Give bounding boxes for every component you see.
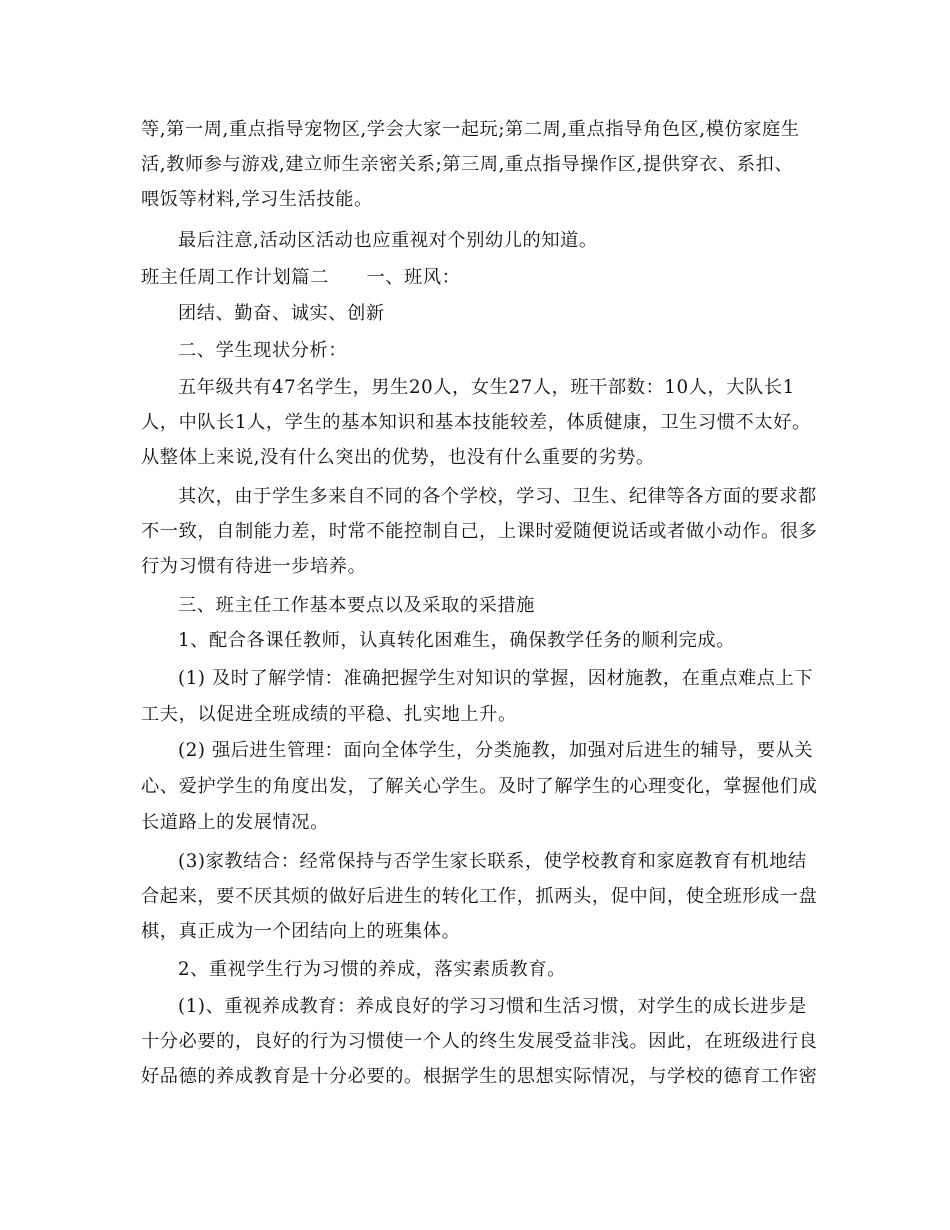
paragraph-line: 等,第一周,重点指导宠物区,学会大家一起玩;第二周,重点指导角色区,模仿家庭生: [141, 119, 800, 140]
paragraph-line: 其次，由于学生多来自不同的各个学校，学习、卫生、纪律等各方面的要求都: [178, 486, 817, 507]
paragraph-line: 棋，真正成为一个团结向上的班集体。: [141, 921, 461, 942]
paragraph-line: 心、爱护学生的角度出发，了解关心学生。及时了解学生的心理变化，掌握他们成: [141, 776, 818, 797]
paragraph-line: 2、重视学生行为习惯的养成，落实素质教育。: [178, 959, 566, 980]
paragraph-line: 工夫，以促进全班成绩的平稳、扎实地上升。: [141, 704, 517, 725]
paragraph-line: 合起来，要不厌其烦的做好后进生的转化工作，抓两头，促中间，使全班形成一盘: [141, 886, 818, 907]
section-heading: 班主任周工作计划篇二 一、班风：: [141, 267, 461, 288]
paragraph-line: 长道路上的发展情况。: [141, 812, 329, 833]
paragraph-line: (3)家教结合：经常保持与否学生家长联系，使学校教育和家庭教育有机地结: [178, 851, 807, 872]
paragraph-line: 不一致，自制能力差，时常不能控制自己，上课时爱随便说话或者做小动作。很多: [141, 521, 818, 542]
paragraph-line: (2) 强后进生管理：面向全体学生，分类施教，加强对后进生的辅导，要从关: [178, 740, 814, 761]
paragraph-line: 1、配合各课任教师，认真转化困难生，确保教学任务的顺利完成。: [178, 630, 736, 651]
paragraph-line: (1) 及时了解学情：准确把握学生对知识的掌握，因材施教，在重点难点上下: [178, 668, 814, 689]
paragraph-line: 团结、勤奋、诚实、创新: [178, 303, 385, 324]
paragraph-line: 行为习惯有待进一步培养。: [141, 556, 367, 577]
paragraph-line: 人，中队长1人，学生的基本知识和基本技能较差，体质健康，卫生习惯不太好。: [141, 412, 811, 433]
paragraph-line: 好品德的养成教育是十分必要的。根据学生的思想实际情况，与学校的德育工作密: [141, 1066, 818, 1087]
paragraph-line: 最后注意,活动区活动也应重视对个别幼儿的知道。: [178, 230, 598, 251]
paragraph-line: 从整体上来说,没有什么突出的优势，也没有什么重要的劣势。: [141, 447, 655, 468]
paragraph-line: 喂饭等材料,学习生活技能。: [141, 189, 373, 210]
paragraph-line: (1)、重视养成教育：养成良好的学习习惯和生活习惯，对学生的成长进步是: [178, 996, 807, 1017]
paragraph-line: 五年级共有47名学生，男生20人，女生27人，班干部数：10人，大队长1: [178, 377, 795, 398]
paragraph-line: 活,教师参与游戏,建立师生亲密关系;第三周,重点指导操作区,提供穿衣、系扣、: [141, 154, 794, 175]
section-heading: 三、班主任工作基本要点以及采取的采措施: [178, 595, 535, 616]
section-heading: 二、学生现状分析：: [178, 340, 348, 361]
paragraph-line: 十分必要的，良好的行为习惯使一个人的终生发展受益非浅。因此，在班级进行良: [141, 1031, 818, 1052]
